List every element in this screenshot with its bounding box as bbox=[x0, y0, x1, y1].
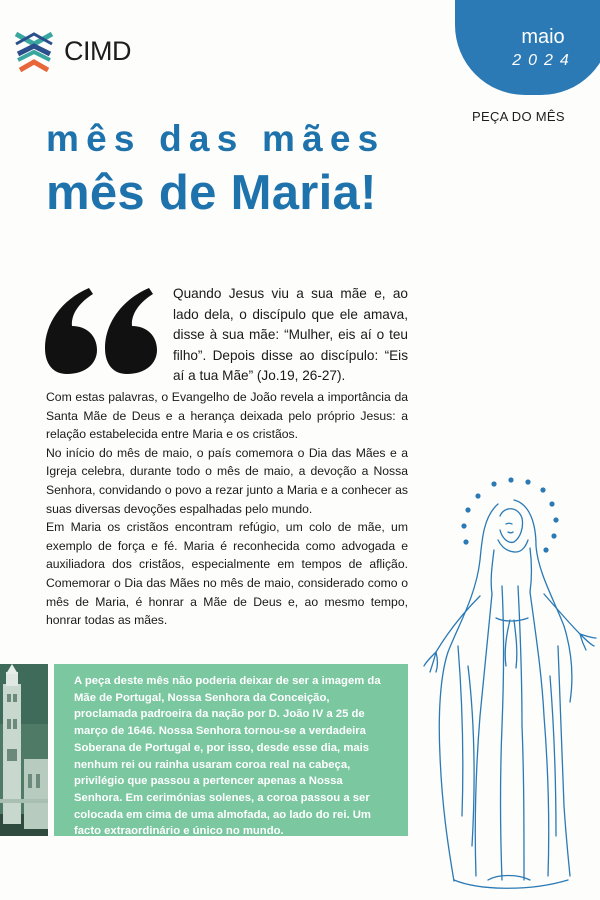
church-tower-photo bbox=[0, 664, 48, 836]
highlight-box bbox=[54, 664, 408, 836]
paragraph: No início do mês de maio, o país comemora o Dia das Mães e a Igreja celebra, durante todo o mês de maio, a devoção a Nossa Senhora, convidando o povo a rezar junto a Maria e a conhecer as suas diversas devoções espalhadas pelo mundo. bbox=[46, 445, 408, 516]
quote-text: Quando Jesus viu a sua mãe e, ao lado dela, o discípulo que ele amava, disse à sua mãe: “Mulher, eis aí o teu filho”. Depois disse ao discípulo: “Eis aí a tua Mãe” (Jo.19, 26-27). bbox=[173, 286, 408, 383]
logo[interactable] bbox=[14, 30, 131, 72]
cimd-chevrons-logo-icon bbox=[14, 30, 54, 72]
logo-text: CIMD bbox=[64, 35, 131, 66]
page-title-line-1: mês das mães bbox=[46, 118, 386, 159]
paragraph: Em Maria os cristãos encontram refúgio, um colo de mãe, um exemplo de força e fé. Maria é reconhecida como advogada e auxiliadora dos cristãos, especialmente em tempos de aflição. Comemorar o Dia das Mães no mês de maio, considerado como o mês de Maria, é honrar a Mãe de Deus e, ao mesmo tempo, honrar todas as mães. bbox=[46, 520, 408, 628]
section-label: PEÇA DO MÊS bbox=[472, 109, 565, 124]
page-title-line-2: mês de Maria! bbox=[46, 166, 377, 220]
date-year: 2024 bbox=[512, 52, 576, 69]
date-month: maio bbox=[521, 26, 565, 48]
paragraph: Com estas palavras, o Evangelho de João revela a importância da Santa Mãe de Deus e a herança deixada pelo próprio Jesus: a relação estabelecida entre Maria e os cristãos. bbox=[46, 390, 408, 442]
body-text bbox=[46, 388, 408, 630]
open-quote-icon bbox=[45, 286, 157, 376]
date-badge bbox=[455, 0, 600, 95]
virgin-mary-line-drawing-icon bbox=[418, 476, 600, 896]
highlight-text: A peça deste mês não poderia deixar de ser a imagem da Mãe de Portugal, Nossa Senhora da Conceição, proclamada padroeira da nação por D. João IV a 25 de março de 1646. Nossa Senhora tornou-se a verdadeira Soberana de Portugal e, por isso, desde esse dia, mais nenhum rei ou rainha usaram coroa real na cabeça, privilégio que passou a pertencer apenas a Nossa Senhora. Em cerimónias solenes, a coroa passou a ser colocada em cima de uma almofada, ao lado do rei. Um facto extraordinário e único no mundo. bbox=[74, 675, 381, 838]
